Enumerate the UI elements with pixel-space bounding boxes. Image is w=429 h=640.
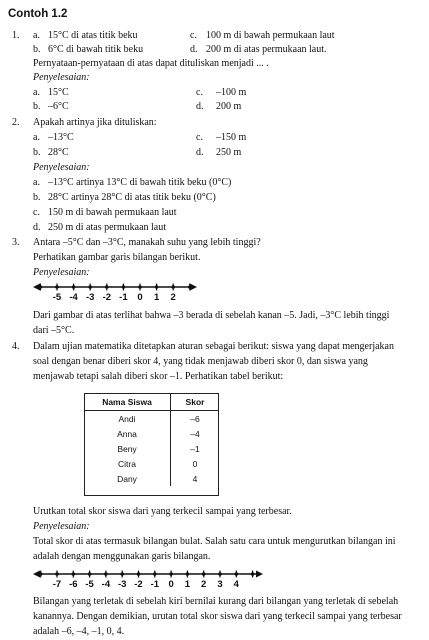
q4-number-line-label: -6 [69, 579, 78, 590]
q1-answer-b: –6°C [48, 101, 69, 112]
q3-number-line-label: -2 [102, 292, 112, 303]
q2-option-c-letter: c. [196, 132, 203, 143]
table-header-score: Skor [171, 393, 220, 411]
q2-answer-d-letter: d. [33, 222, 41, 233]
q1-answer-b-letter: b. [33, 101, 41, 112]
q3-conclusion-line2: dari –5°C. [33, 325, 75, 336]
q2-option-b: 28°C [48, 147, 69, 158]
q4-number-line-label: -5 [85, 579, 94, 590]
q3-number-line-label: 2 [170, 292, 176, 303]
q3-number: 3. [12, 237, 20, 248]
q1-number: 1. [12, 30, 20, 41]
q4-number-line-point [186, 572, 190, 576]
score-table [84, 393, 219, 486]
q4-number-line-point [88, 572, 92, 576]
q2-answer-d: 250 m di atas permukaan laut [48, 222, 167, 233]
q4-number-line-label: -4 [101, 579, 111, 590]
q4-final-line1: Bilangan yang terletak di sebelah kiri bernilai kurang dari bilangan yang terletak di sebelah [33, 596, 399, 607]
q4-number-line-point [251, 572, 255, 576]
q1-option-d-letter: d. [190, 44, 198, 55]
q3-number-line-point [188, 285, 192, 289]
q1-statement: Pernyataan-pernyataan di atas dapat dituliskan menjadi ... . [33, 58, 269, 69]
table-cell-score: –4 [190, 428, 200, 439]
q4-number-line-label: -1 [150, 579, 160, 590]
q4-number-line-label: -3 [117, 579, 127, 590]
q4-number-line-point [235, 572, 239, 576]
table-row [84, 456, 219, 471]
q2-option-d: 250 m [216, 147, 242, 158]
table-cell-name: Dany [84, 471, 171, 486]
q4-solution-line2: adalah dengan menggunakan garis bilangan. [33, 551, 211, 562]
table-row [84, 411, 219, 427]
table-header-name: Nama Siswa [84, 393, 171, 411]
q2-answer-b-letter: b. [33, 192, 41, 203]
q1-option-d: 200 m di atas permukaan laut. [206, 44, 327, 55]
q4-line2: soal dengan benar diberi skor 4, yang tidak menjawab diberi skor 0, dan siswa yang [33, 356, 368, 367]
q3-number-line-label: -3 [85, 292, 95, 303]
q3-conclusion-line1: Dari gambar di atas terlihat bahwa –3 berada di sebelah kanan –5. Jadi, –3°C lebih tinggi [33, 310, 390, 321]
q1-option-c: 100 m di bawah permukaan laut [206, 30, 335, 41]
q4-number-line-label: 1 [184, 579, 191, 590]
example-title: Contoh 1.2 [8, 8, 68, 20]
q4-number-line-point [72, 572, 76, 576]
q2-answer-b: 28°C artinya 28°C di atas titik beku (0°C) [48, 192, 216, 203]
q4-solution-line1: Total skor di atas termasuk bilangan bulat. Salah satu cara untuk mengurutkan bilangan ini [33, 536, 396, 547]
q3-question: Antara –5°C dan –3°C, manakah suhu yang lebih tinggi? [33, 237, 261, 248]
q2-option-b-letter: b. [33, 147, 41, 158]
q3-number-line-point [155, 285, 159, 289]
q1-answer-c-letter: c. [196, 87, 203, 98]
q3-number-line-label: -4 [69, 292, 78, 303]
table-row [84, 441, 219, 456]
q3-number-line-point [122, 285, 126, 289]
q3-number-line-point [171, 285, 175, 289]
q4-number-line-point [153, 572, 157, 576]
q4-number-line-point [137, 572, 141, 576]
q4-number-line-label: 2 [201, 579, 207, 590]
q2-answer-a-letter: a. [33, 177, 40, 188]
q1-option-c-letter: c. [190, 30, 197, 41]
q4-number-line-point [104, 572, 108, 576]
table-cell-name: Anna [84, 426, 171, 441]
q2-answer-c-letter: c. [33, 207, 40, 218]
q4-number-line-label: -7 [52, 579, 62, 590]
q4-number-line-point [120, 572, 124, 576]
q3-instruction: Perhatikan gambar garis bilangan berikut. [33, 252, 201, 263]
q1-option-a-letter: a. [33, 30, 40, 41]
q4-final-line2: kanannya. Dengan demikian, urutan total skor siswa dari yang terkecil sampai yang terbesar [33, 611, 402, 622]
q3-number-line-point [105, 285, 109, 289]
q2-option-a: –13°C [48, 132, 74, 143]
q1-answer-a-letter: a. [33, 87, 40, 98]
q3-number-line-label: 1 [153, 292, 160, 303]
q4-number-line-label: 3 [217, 579, 223, 590]
q4-number-line-point [55, 572, 59, 576]
q1-answer-d-letter: d. [196, 101, 204, 112]
q3-solution-label: Penyelesaian: [33, 267, 90, 278]
q3-number-line-point [55, 285, 59, 289]
q4-number-line-point [202, 572, 206, 576]
q2-question: Apakah artinya jika dituliskan: [33, 117, 157, 128]
q3-number-line-point [39, 285, 43, 289]
q2-option-c: –150 m [216, 132, 247, 143]
table-cell-score: 4 [192, 473, 198, 484]
table-cell-score: 0 [192, 458, 198, 469]
q2-option-a-letter: a. [33, 132, 40, 143]
q3-number-line-point [88, 285, 92, 289]
table-row [84, 471, 219, 486]
q4-number-line-label: -2 [134, 579, 143, 590]
q3-number-line-point [138, 285, 142, 289]
table-cell-score: –1 [190, 443, 200, 454]
q4-number-line-point [39, 572, 43, 576]
q4-number-line-point [218, 572, 222, 576]
q2-answer-c: 150 m di bawah permukaan laut [48, 207, 177, 218]
q4-number-line-label: 0 [168, 579, 174, 590]
q3-number-line-label: -1 [119, 292, 128, 303]
q4-final-line3: adalah –6, –4, –1, 0, 4. [33, 626, 125, 637]
q2-answer-a: –13°C artinya 13°C di bawah titik beku (0°C) [48, 177, 232, 188]
q1-option-a: 15°C di atas titik beku [48, 30, 138, 41]
q2-solution-label: Penyelesaian: [33, 162, 90, 173]
q4-line1: Dalam ujian matematika ditetapkan aturan sebagai berikut: siswa yang dapat mengerjakan [33, 341, 394, 352]
table-cell-name: Citra [84, 456, 171, 471]
q4-solution-label: Penyelesaian: [33, 521, 90, 532]
q2-number: 2. [12, 117, 20, 128]
q4-line3: menjawab tetapi salah diberi skor –1. Perhatikan tabel berikut: [33, 371, 284, 382]
table-cell-score: –6 [190, 413, 200, 424]
q3-number-line-label: 0 [137, 292, 143, 303]
q4-number-line-label: 4 [233, 579, 239, 590]
table-cell-name: Andi [84, 411, 171, 427]
q4-number-line-point [169, 572, 173, 576]
q1-option-b: 6°C di bawah titik beku [48, 44, 144, 55]
table-header-row [84, 393, 219, 411]
q1-solution-label: Penyelesaian: [33, 72, 90, 83]
q3-number-line-point [72, 285, 76, 289]
q1-option-b-letter: b. [33, 44, 41, 55]
table-row [84, 426, 219, 441]
table-cell-name: Beny [84, 441, 171, 456]
q4-number: 4. [12, 341, 20, 352]
q1-answer-a: 15°C [48, 87, 69, 98]
q1-answer-c: –100 m [216, 87, 247, 98]
q3-number-line-label: -5 [52, 292, 62, 303]
q1-answer-d: 200 m [216, 101, 242, 112]
q4-number-line-arrow-right [256, 571, 263, 578]
q4-task: Urutkan total skor siswa dari yang terkecil sampai yang terbesar. [33, 506, 292, 517]
q2-option-d-letter: d. [196, 147, 204, 158]
